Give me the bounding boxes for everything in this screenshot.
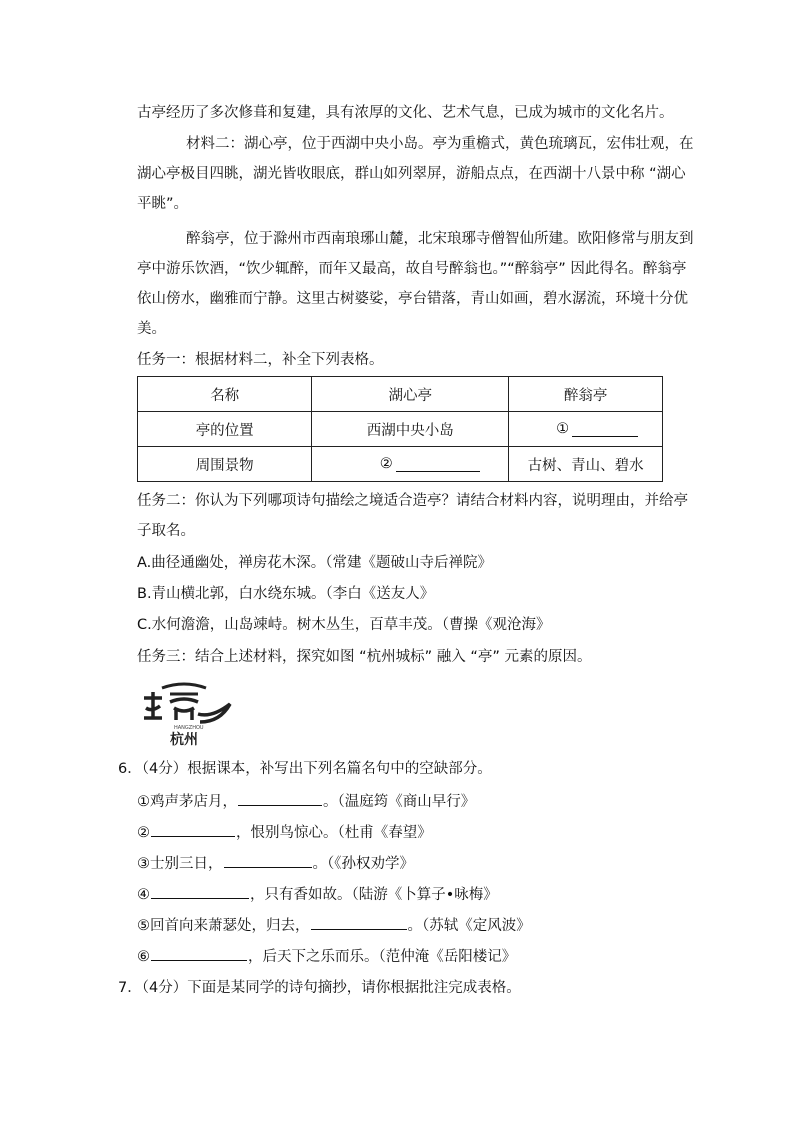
q6-item-6 xyxy=(137,946,516,967)
task-two-prompt-line-2: 子取名。 xyxy=(137,523,195,539)
q6-item-pre: ③士别三日， xyxy=(137,856,223,872)
task-one-prompt: 任务一：根据材料二，补全下列表格。 xyxy=(137,352,384,368)
q6-item-1 xyxy=(137,791,475,812)
q6-item-pre: ② xyxy=(137,825,150,841)
zuiweng-line-4: 美。 xyxy=(137,321,166,337)
pavilion-table xyxy=(137,376,663,482)
logo-subtext: HANGZHOU xyxy=(174,725,204,731)
table-header-row xyxy=(138,377,663,412)
answer-blank[interactable] xyxy=(151,884,249,899)
q6-item-post: ，恨别鸟惊心。（杜甫《春望》 xyxy=(236,825,432,841)
hangzhou-city-logo xyxy=(140,678,232,748)
blank-marker: ② xyxy=(379,456,393,472)
table-cell: 亭的位置 xyxy=(138,412,312,447)
q6-item-post: ，只有香如故。（陆游《卜算子•咏梅》 xyxy=(250,887,498,903)
answer-blank[interactable] xyxy=(396,457,480,472)
question-7-title: 7．（4分）下面是某同学的诗句摘抄，请你根据批注完成表格。 xyxy=(118,980,521,996)
answer-blank[interactable] xyxy=(151,822,235,837)
zuiweng-line-2: 亭中游乐饮酒，“饮少辄醉，而年又最高，故自号醉翁也。”“醉翁亭” 因此得名。醉翁亭 xyxy=(137,261,687,277)
q6-item-post: 。（苏轼《定风波》 xyxy=(407,918,531,934)
q6-item-3 xyxy=(137,853,414,874)
table-cell xyxy=(312,447,509,482)
zuiweng-line-1: 醉翁亭，位于滁州市西南琅琊山麓，北宋琅琊寺僧智仙所建。欧阳修常与朋友到 xyxy=(186,231,694,247)
q6-item-4 xyxy=(137,884,498,905)
table-header-cell: 湖心亭 xyxy=(312,377,509,412)
q6-item-5 xyxy=(137,915,531,936)
hangzhou-logo-icon xyxy=(140,678,232,748)
option-a: A.曲径通幽处，禅房花木深。（常建《题破山寺后禅院》 xyxy=(137,555,493,571)
option-b: B.青山横北郭，白水绕东城。（李白《送友人》 xyxy=(137,586,435,602)
question-6-title: 6．（4分）根据课本，补写出下列名篇名句中的空缺部分。 xyxy=(118,761,492,777)
table-header-cell: 名称 xyxy=(138,377,312,412)
table-cell: 古树、青山、碧水 xyxy=(509,447,663,482)
material-two-line-3: 平眺”。 xyxy=(137,196,189,212)
material-paragraph-1: 古亭经历了多次修葺和复建，具有浓厚的文化、艺术气息，已成为城市的文化名片。 xyxy=(137,105,674,121)
logo-text: 杭州 xyxy=(170,732,198,748)
task-three-prompt: 任务三：结合上述材料，探究如图 “杭州城标” 融入 “亭” 元素的原因。 xyxy=(137,649,592,665)
answer-blank[interactable] xyxy=(572,422,638,437)
task-two-prompt-line-1: 任务二：你认为下列哪项诗句描绘之境适合造亭？请结合材料内容，说明理由，并给亭 xyxy=(137,493,688,509)
q6-item-pre: ⑤回首向来萧瑟处，归去， xyxy=(137,918,310,934)
table-header-cell: 醉翁亭 xyxy=(509,377,663,412)
table-cell xyxy=(509,412,663,447)
q6-item-post: 。（《孙权劝学》 xyxy=(312,856,414,872)
table-cell: 周围景物 xyxy=(138,447,312,482)
q6-item-post: 。（温庭筠《商山早行》 xyxy=(323,794,476,810)
answer-blank[interactable] xyxy=(311,915,407,930)
q6-item-2 xyxy=(137,822,432,843)
blank-marker: ① xyxy=(556,421,570,437)
q6-item-pre: ⑥ xyxy=(137,949,150,965)
material-two-line-2: 湖心亭极目四眺，湖光皆收眼底，群山如列翠屏，游船点点，在西湖十八景中称 “湖心 xyxy=(137,166,686,182)
q6-item-post: ，后天下之乐而乐。（范仲淹《岳阳楼记》 xyxy=(248,949,517,965)
table-row xyxy=(138,447,663,482)
answer-blank[interactable] xyxy=(238,791,322,806)
option-c: C.水何澹澹，山岛竦峙。树木丛生，百草丰茂。（曹操《观沧海》 xyxy=(137,617,551,633)
table-cell: 西湖中央小岛 xyxy=(312,412,509,447)
material-two-line-1: 材料二：湖心亭，位于西湖中央小岛。亭为重檐式，黄色琉璃瓦，宏伟壮观，在 xyxy=(186,136,694,152)
answer-blank[interactable] xyxy=(151,946,247,961)
answer-blank[interactable] xyxy=(224,853,312,868)
q6-item-pre: ①鸡声茅店月， xyxy=(137,794,237,810)
q6-item-pre: ④ xyxy=(137,887,150,903)
zuiweng-line-3: 依山傍水，幽雅而宁静。这里古树婆娑，亭台错落，青山如画，碧水潺流，环境十分优 xyxy=(137,291,688,307)
table-row xyxy=(138,412,663,447)
